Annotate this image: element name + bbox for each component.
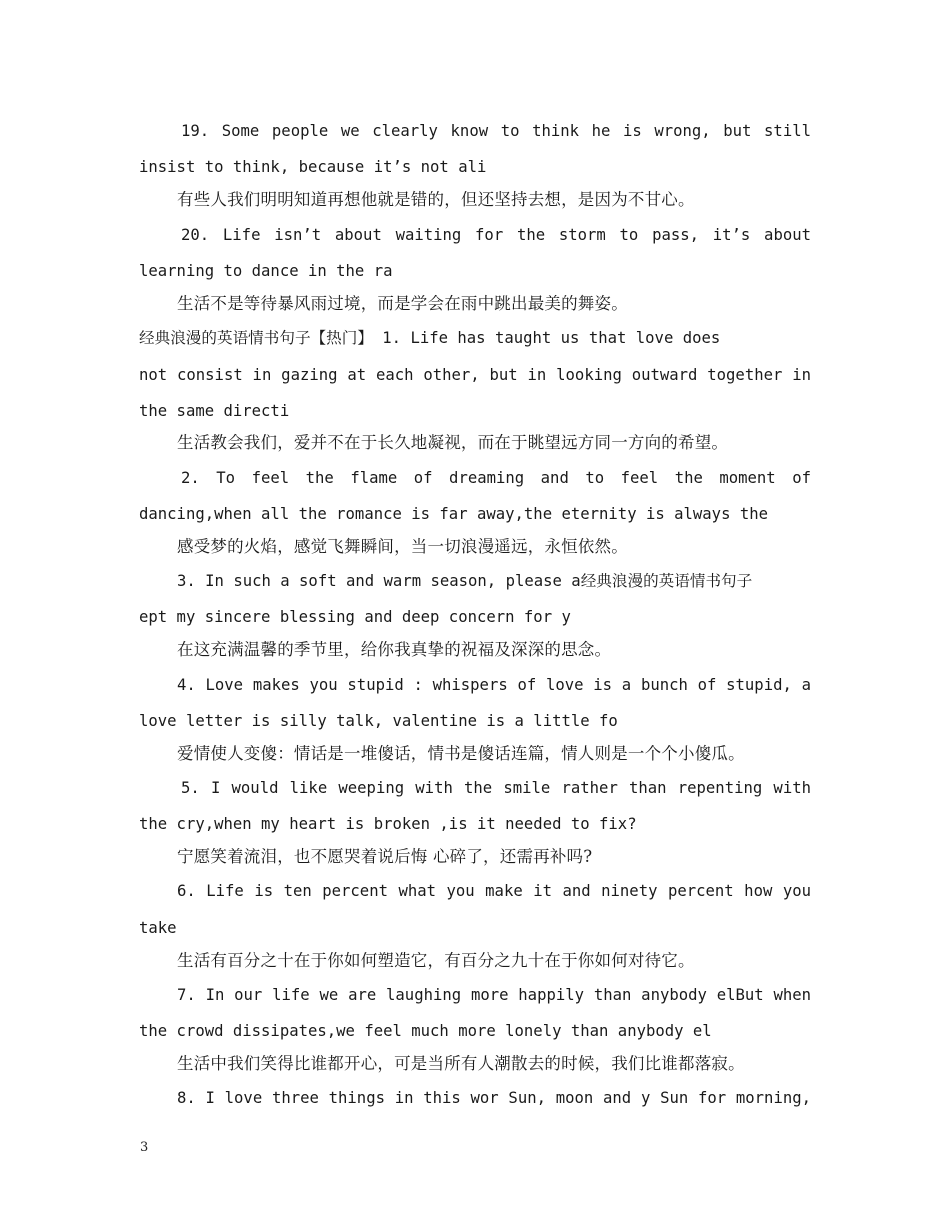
text-line: love letter is silly talk, valentine is a little fo [139, 712, 618, 730]
chinese-translation-line: 有些人我们明明知道再想他就是错的，但还坚持去想，是因为不甘心。 [177, 190, 695, 209]
chinese-translation-line: 生活教会我们，爱并不在于长久地凝视，而在于眺望远方同一方向的希望。 [177, 433, 729, 452]
text-line: 3. In such a soft and warm season, please a经典浪漫的英语情书句子 [177, 572, 753, 590]
text-line: 8. I love three things in this wor Sun, moon and y Sun for morning, [177, 1089, 811, 1107]
chinese-translation-line: 生活中我们笑得比谁都开心，可是当所有人潮散去的时候，我们比谁都落寂。 [177, 1054, 745, 1073]
text-line: insist to think, because it’s not ali [139, 158, 487, 176]
text-line: 2. To feel the flame of dreaming and to feel the moment of [181, 469, 811, 487]
text-line: the cry,when my heart is broken ,is it needed to fix? [139, 815, 637, 833]
chinese-translation-line: 感受梦的火焰，感觉飞舞瞬间，当一切浪漫遥远，永恒依然。 [177, 537, 628, 556]
page-number: 3 [140, 1140, 149, 1155]
text-line: take [139, 919, 177, 937]
text-line: the same directi [139, 402, 290, 420]
text-line: dancing,when all the romance is far away,the eternity is always the [139, 505, 769, 523]
chinese-translation-line: 宁愿笑着流泪，也不愿哭着说后悔 心碎了，还需再补吗? [177, 847, 593, 866]
chinese-translation-line: 生活有百分之十在于你如何塑造它，有百分之九十在于你如何对待它。 [177, 951, 695, 970]
text-line: not consist in gazing at each other, but in looking outward together in [139, 366, 811, 384]
text-line: 20. Life isn’t about waiting for the storm to pass, it’s about [181, 226, 811, 244]
chinese-translation-line: 在这充满温馨的季节里，给你我真挚的祝福及深深的思念。 [177, 640, 612, 659]
text-line: 7. In our life we are laughing more happily than anybody elBut when [177, 986, 811, 1004]
text-line: 5. I would like weeping with the smile rather than repenting with [181, 779, 811, 797]
text-line: ept my sincere blessing and deep concern for y [139, 608, 571, 626]
text-line: 19. Some people we clearly know to think he is wrong, but still [181, 122, 811, 140]
chinese-translation-line: 生活不是等待暴风雨过境，而是学会在雨中跳出最美的舞姿。 [177, 294, 628, 313]
text-line: 4. Love makes you stupid : whispers of love is a bunch of stupid, a [177, 676, 811, 694]
section-heading-line: 经典浪漫的英语情书句子【热门】 1. Life has taught us that love does [139, 329, 721, 347]
text-line: the crowd dissipates,we feel much more lonely than anybody el [139, 1022, 712, 1040]
text-line: 6. Life is ten percent what you make it and ninety percent how you [177, 882, 811, 900]
chinese-translation-line: 爱情使人变傻：情话是一堆傻话，情书是傻话连篇，情人则是一个个小傻瓜。 [177, 744, 745, 763]
text-line: learning to dance in the ra [139, 262, 393, 280]
